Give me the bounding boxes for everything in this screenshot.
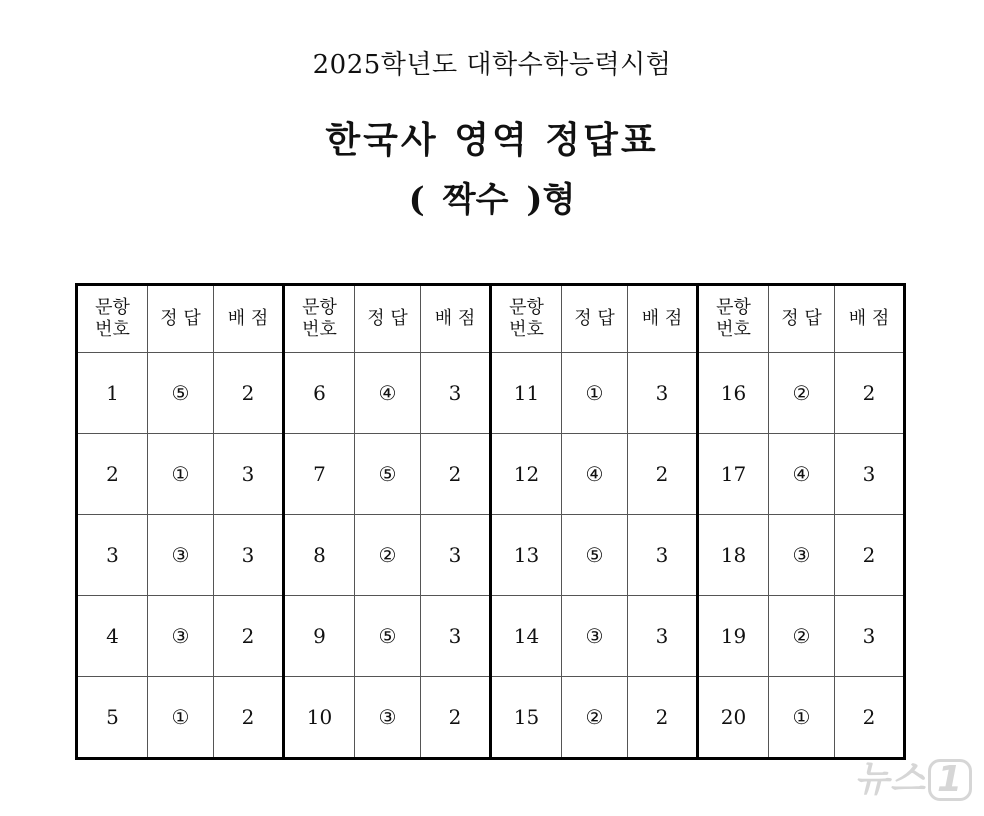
header-number-line1: 문항 xyxy=(716,297,751,318)
question-number-cell: 17 xyxy=(698,434,769,515)
answer-cell: ⑤ xyxy=(148,353,214,434)
answer-cell: ③ xyxy=(148,515,214,596)
type-open-paren: ( xyxy=(408,180,425,220)
table-row xyxy=(77,677,905,759)
question-number-cell: 7 xyxy=(284,434,355,515)
points-cell: 3 xyxy=(835,434,905,515)
header-number-line1: 문항 xyxy=(302,297,337,318)
table-body xyxy=(77,353,905,759)
question-number-cell: 15 xyxy=(491,677,562,759)
header-number-line1: 문항 xyxy=(95,297,130,318)
answer-cell: ④ xyxy=(769,434,835,515)
points-cell: 2 xyxy=(214,353,284,434)
points-cell: 2 xyxy=(835,515,905,596)
answer-cell: ① xyxy=(148,677,214,759)
points-cell: 2 xyxy=(835,353,905,434)
answer-cell: ② xyxy=(355,515,421,596)
table-row xyxy=(77,353,905,434)
header-number-line2: 번호 xyxy=(509,319,544,340)
question-number-cell: 6 xyxy=(284,353,355,434)
answer-cell: ② xyxy=(769,596,835,677)
question-number-cell: 9 xyxy=(284,596,355,677)
answer-cell: ⑤ xyxy=(355,596,421,677)
points-cell: 3 xyxy=(835,596,905,677)
header-answer: 정 답 xyxy=(769,285,835,353)
header-question-number xyxy=(491,285,562,353)
answer-table xyxy=(75,283,906,760)
table-row xyxy=(77,596,905,677)
points-cell: 3 xyxy=(421,596,491,677)
table-header-row xyxy=(77,285,905,353)
answer-cell: ③ xyxy=(562,596,628,677)
question-number-cell: 16 xyxy=(698,353,769,434)
header-answer: 정 답 xyxy=(355,285,421,353)
answer-cell: ① xyxy=(148,434,214,515)
answer-cell: ④ xyxy=(355,353,421,434)
header-number-line2: 번호 xyxy=(95,319,130,340)
header-question-number xyxy=(698,285,769,353)
question-number-cell: 1 xyxy=(77,353,148,434)
answer-cell: ⑤ xyxy=(562,515,628,596)
question-number-cell: 14 xyxy=(491,596,562,677)
question-number-cell: 2 xyxy=(77,434,148,515)
question-number-cell: 3 xyxy=(77,515,148,596)
points-cell: 2 xyxy=(214,596,284,677)
news1-watermark-logo xyxy=(854,751,972,802)
points-cell: 2 xyxy=(421,434,491,515)
watermark-text: 뉴스 xyxy=(854,759,926,800)
header-points: 배 점 xyxy=(421,285,491,353)
question-number-cell: 4 xyxy=(77,596,148,677)
header-question-number xyxy=(77,285,148,353)
type-close-paren: )형 xyxy=(526,180,576,220)
header-number-line1: 문항 xyxy=(509,297,544,318)
question-number-cell: 8 xyxy=(284,515,355,596)
header-answer: 정 답 xyxy=(148,285,214,353)
header-number-line2: 번호 xyxy=(302,319,337,340)
question-number-cell: 20 xyxy=(698,677,769,759)
points-cell: 3 xyxy=(421,515,491,596)
points-cell: 3 xyxy=(628,515,698,596)
question-number-cell: 13 xyxy=(491,515,562,596)
points-cell: 2 xyxy=(214,677,284,759)
question-number-cell: 18 xyxy=(698,515,769,596)
header-points: 배 점 xyxy=(214,285,284,353)
question-number-cell: 10 xyxy=(284,677,355,759)
table-row xyxy=(77,515,905,596)
watermark-mark: 1 xyxy=(928,759,972,801)
table-row xyxy=(77,434,905,515)
points-cell: 3 xyxy=(214,434,284,515)
header-points: 배 점 xyxy=(628,285,698,353)
answer-cell: ① xyxy=(769,677,835,759)
points-cell: 2 xyxy=(628,677,698,759)
header-number-line2: 번호 xyxy=(716,319,751,340)
header-points: 배 점 xyxy=(835,285,905,353)
points-cell: 2 xyxy=(835,677,905,759)
exam-type-line xyxy=(0,172,984,221)
question-number-cell: 5 xyxy=(77,677,148,759)
header-answer: 정 답 xyxy=(562,285,628,353)
points-cell: 2 xyxy=(628,434,698,515)
answer-cell: ② xyxy=(562,677,628,759)
points-cell: 3 xyxy=(214,515,284,596)
answer-cell: ③ xyxy=(148,596,214,677)
points-cell: 3 xyxy=(421,353,491,434)
answer-cell: ③ xyxy=(355,677,421,759)
answer-cell: ⑤ xyxy=(355,434,421,515)
points-cell: 2 xyxy=(421,677,491,759)
answer-cell: ② xyxy=(769,353,835,434)
answer-cell: ③ xyxy=(769,515,835,596)
question-number-cell: 12 xyxy=(491,434,562,515)
points-cell: 3 xyxy=(628,353,698,434)
exam-type-value: 짝수 xyxy=(442,180,509,220)
answer-cell: ④ xyxy=(562,434,628,515)
answer-cell: ① xyxy=(562,353,628,434)
question-number-cell: 11 xyxy=(491,353,562,434)
points-cell: 3 xyxy=(628,596,698,677)
page-title: 한국사 영역 정답표 xyxy=(325,119,659,161)
header-question-number xyxy=(284,285,355,353)
exam-subtitle: 2025학년도 대학수학능력시험 xyxy=(312,50,672,80)
question-number-cell: 19 xyxy=(698,596,769,677)
